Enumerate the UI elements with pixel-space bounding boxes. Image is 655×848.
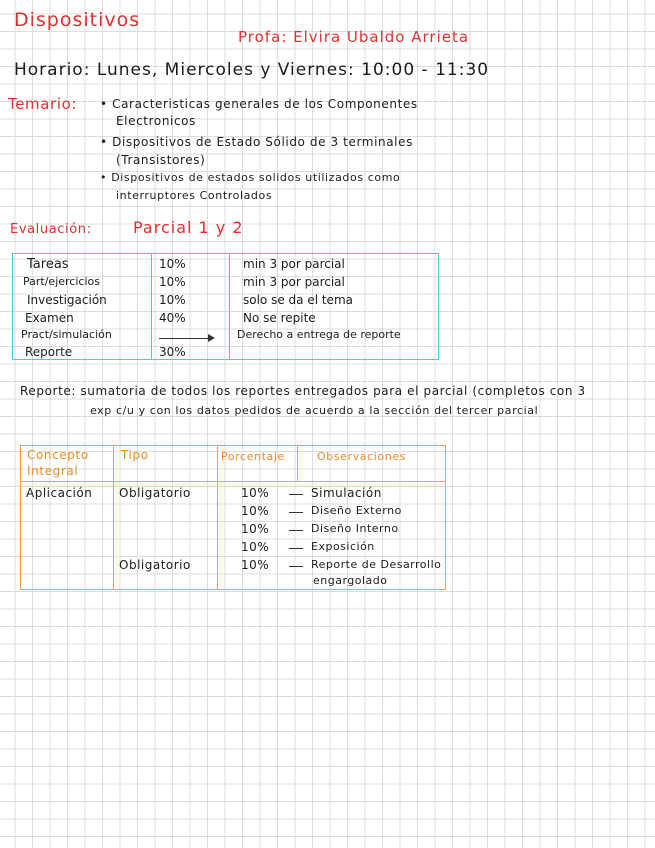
observacion-cell: Diseño Externo — [311, 504, 402, 517]
porcentaje-cell: 10% — [241, 540, 270, 554]
concepto-cell: Aplicación — [26, 486, 93, 500]
header-tipo: Tipo — [121, 448, 149, 462]
porcentaje-cell: 40% — [159, 311, 186, 325]
schedule-line: Horario: Lunes, Miercoles y Viernes: 10:00 - 11:30 — [14, 60, 490, 80]
concepto-cell: Tareas — [27, 257, 69, 272]
table-divider — [217, 446, 218, 589]
dash-icon — [289, 494, 303, 495]
porcentaje-cell: 30% — [159, 345, 186, 359]
porcentaje-cell: 10% — [159, 257, 186, 271]
dash-icon — [289, 512, 303, 513]
header-observaciones: Observaciones — [317, 450, 407, 463]
porcentaje-cell: 10% — [159, 293, 186, 307]
header-concepto: Concepto — [27, 448, 89, 462]
table-divider — [113, 446, 114, 589]
bullet-icon: • — [100, 135, 108, 149]
concepto-cell: Part/ejercicios — [23, 275, 100, 288]
nota-cell: min 3 por parcial — [243, 275, 345, 289]
temario-item-1 — [100, 97, 418, 111]
observacion-cell: Diseño Interno — [311, 522, 399, 535]
professor-name: Profa: Elvira Ubaldo Arrieta — [238, 28, 470, 46]
evaluacion-value: Parcial 1 y 2 — [133, 218, 244, 237]
temario-item-3 — [100, 171, 400, 184]
reporte-note-line2: exp c/u y con los datos pedidos de acuerdo a la sección del tercer parcial — [90, 404, 539, 417]
concepto-cell: Reporte — [25, 345, 73, 359]
header-concepto: Integral — [27, 464, 79, 478]
page-title: Dispositivos — [14, 9, 141, 31]
temario-label: Temario: — [8, 95, 78, 113]
dash-icon — [289, 530, 303, 531]
temario-item-text: Caracteristicas generales de los Componentes — [112, 97, 418, 111]
arrow-head-icon — [208, 334, 215, 342]
nota-cell: Derecho a entrega de reporte — [237, 328, 401, 341]
bullet-icon: • — [100, 171, 108, 184]
temario-item-3-cont: interruptores Controlados — [116, 189, 273, 202]
observacion-cell: Exposición — [311, 540, 375, 553]
dash-icon — [289, 566, 303, 567]
arrow-icon — [159, 338, 209, 339]
nota-cell: No se repite — [243, 311, 316, 325]
reporte-note-line1: Reporte: sumatoria de todos los reportes entregados para el parcial (completos con 3 — [20, 384, 586, 398]
integral-table — [20, 445, 446, 590]
nota-cell: solo se da el tema — [243, 293, 353, 307]
evaluation-table — [12, 253, 439, 360]
porcentaje-cell: 10% — [241, 522, 270, 536]
concepto-cell: Investigación — [27, 293, 107, 307]
table-header-divider — [21, 481, 445, 482]
nota-cell: min 3 por parcial — [243, 257, 345, 271]
porcentaje-cell: 10% — [241, 558, 270, 572]
temario-item-2-cont: (Transistores) — [116, 153, 206, 167]
tipo-cell: Obligatorio — [119, 486, 191, 500]
evaluacion-label: Evaluación: — [10, 222, 92, 237]
temario-item-2 — [100, 135, 413, 149]
tipo-cell: Obligatorio — [119, 558, 191, 572]
porcentaje-cell: 10% — [241, 504, 270, 518]
observacion-cell: Reporte de Desarrollo — [311, 558, 442, 571]
table-divider — [297, 446, 298, 481]
bullet-icon: • — [100, 97, 108, 111]
dash-icon — [289, 548, 303, 549]
concepto-cell: Pract/simulación — [21, 328, 112, 341]
temario-item-text: Dispositivos de Estado Sólido de 3 terminales — [112, 135, 413, 149]
concepto-cell: Examen — [25, 311, 74, 325]
porcentaje-cell: 10% — [241, 486, 270, 500]
observacion-cell-cont: engargolado — [313, 574, 388, 587]
table-divider — [229, 254, 230, 359]
temario-item-text: Dispositivos de estados solidos utilizados como — [111, 171, 401, 184]
header-porcentaje: Porcentaje — [221, 450, 285, 463]
temario-item-1-cont: Electronicos — [116, 114, 196, 128]
porcentaje-cell: 10% — [159, 275, 186, 289]
table-divider — [151, 254, 152, 359]
observacion-cell: Simulación — [311, 486, 382, 500]
